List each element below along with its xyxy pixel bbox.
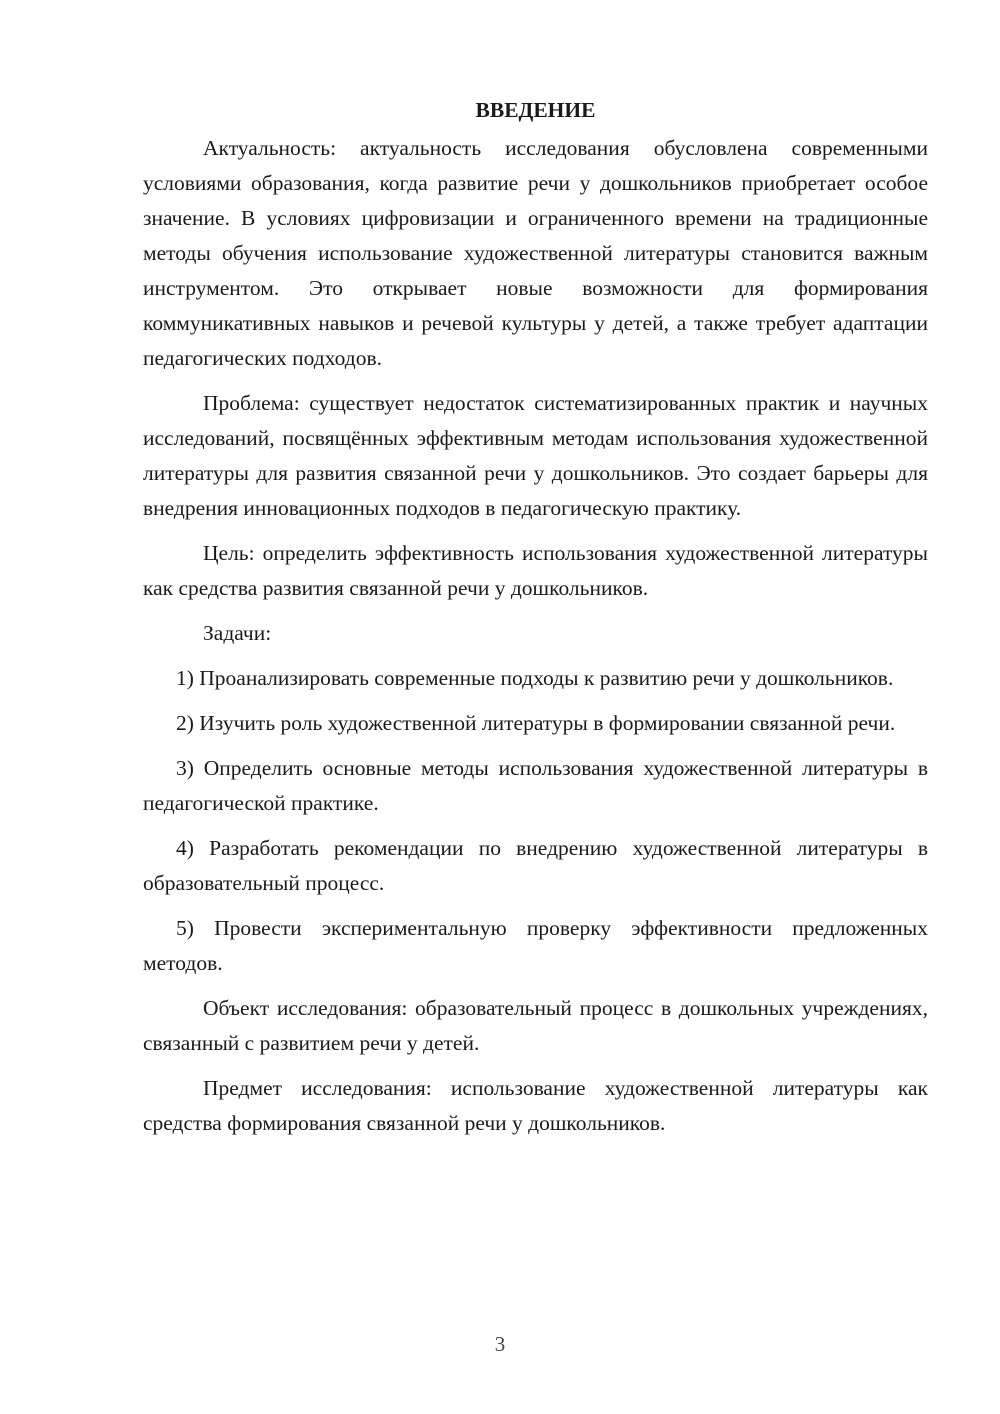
page-number: 3 bbox=[494, 1332, 506, 1356]
paragraph-relevance: Актуальность: актуальность исследования обусловлена современными условиями образования, когда развитие речи у дошкольников приобретает особое значение. В условиях цифровизации и ограниченного времени на традиционные методы обучения использование художественной литературы становится важным инструментом. Это открывает новые возможности для формирования коммуникативных навыков и речевой культуры у детей, а также требует адаптации педагогических подходов. bbox=[143, 136, 928, 370]
page-content bbox=[143, 93, 928, 1151]
section-title: ВВЕДЕНИЕ bbox=[475, 98, 596, 122]
tasks-heading: Задачи: bbox=[203, 621, 272, 645]
paragraph-object: Объект исследования: образовательный процесс в дошкольных учреждениях, связанный с развитием речи у детей. bbox=[143, 996, 928, 1055]
task-item-1: 1) Проанализировать современные подходы к развитию речи у дошкольников. bbox=[176, 666, 894, 690]
paragraph-problem: Проблема: существует недостаток систематизированных практик и научных исследований, посвящённых эффективным методам использования художественной литературы для развития связанной речи у дошкольников. Это создает барьеры для внедрения инновационных подходов в педагогическую практику. bbox=[143, 391, 928, 520]
paragraph-goal: Цель: определить эффективность использования художественной литературы как средства развития связанной речи у дошкольников. bbox=[143, 541, 928, 600]
task-item-2: 2) Изучить роль художественной литературы в формировании связанной речи. bbox=[176, 711, 896, 735]
task-item-4: 4) Разработать рекомендации по внедрению художественной литературы в образовательный процесс. bbox=[143, 836, 928, 895]
paragraph-subject: Предмет исследования: использование художественной литературы как средства формирования связанной речи у дошкольников. bbox=[143, 1076, 928, 1135]
task-item-5: 5) Провести экспериментальную проверку эффективности предложенных методов. bbox=[143, 916, 928, 975]
tasks-list bbox=[143, 661, 928, 981]
task-item-3: 3) Определить основные методы использования художественной литературы в педагогической практике. bbox=[143, 756, 928, 815]
